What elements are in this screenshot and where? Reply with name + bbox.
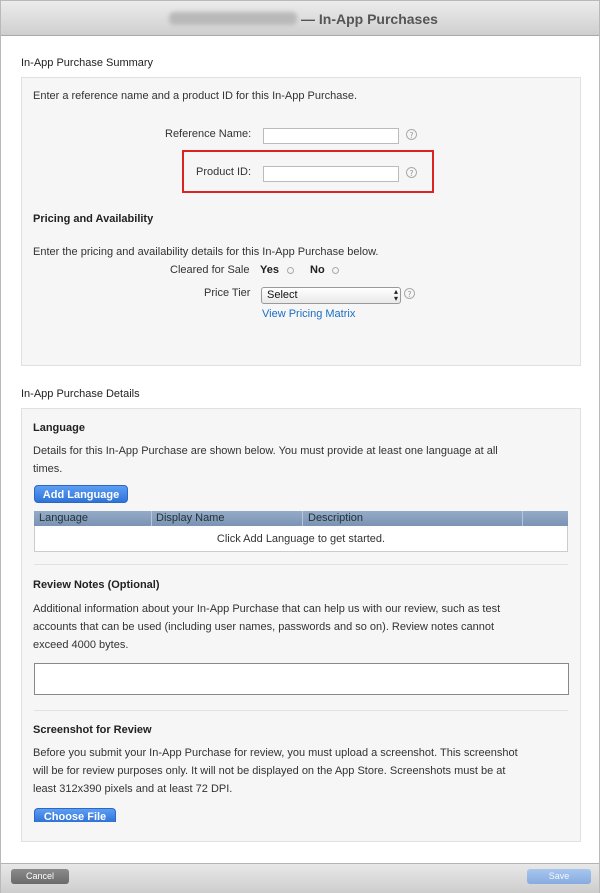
screenshot-line2: will be for review purposes only. It will not be displayed on the App Store. Screenshots must be at [33, 765, 506, 777]
language-heading: Language [33, 422, 85, 434]
save-button[interactable]: Save [527, 869, 591, 884]
column-description[interactable]: Description [308, 512, 364, 524]
select-arrows-icon: ▴ ▾ [393, 287, 398, 303]
language-table-empty-message: Click Add Language to get started. [216, 533, 386, 545]
language-table-header [34, 511, 568, 526]
column-display-name[interactable]: Display Name [156, 512, 225, 524]
reference-name-label: Reference Name: [165, 128, 252, 140]
review-notes-line3: exceed 4000 bytes. [33, 639, 129, 651]
summary-section-label: In-App Purchase Summary [21, 57, 154, 69]
cleared-yes-radio[interactable] [287, 267, 294, 274]
language-table-body [34, 526, 568, 552]
reference-name-help-icon[interactable]: ? [406, 129, 417, 140]
details-section-label: In-App Purchase Details [21, 388, 140, 400]
cleared-for-sale-label: Cleared for Sale [170, 264, 250, 276]
section-divider [34, 710, 568, 711]
view-pricing-matrix-link[interactable]: View Pricing Matrix [262, 308, 356, 320]
choose-file-button[interactable]: Choose File [34, 808, 116, 822]
review-notes-heading: Review Notes (Optional) [33, 579, 160, 591]
pricing-heading: Pricing and Availability [33, 213, 154, 225]
price-tier-help-icon[interactable]: ? [404, 288, 415, 299]
screenshot-line1: Before you submit your In-App Purchase for review, you must upload a screenshot. This screenshot [33, 747, 518, 759]
screenshot-heading: Screenshot for Review [33, 724, 152, 736]
column-language[interactable]: Language [39, 512, 88, 524]
review-notes-textarea[interactable] [34, 663, 569, 695]
column-divider [302, 511, 303, 526]
language-intro-line1: Details for this In-App Purchase are shown below. You must provide at least one language at all [33, 445, 498, 457]
add-language-button[interactable]: Add Language [34, 485, 128, 503]
column-divider [151, 511, 152, 526]
language-intro-line2: times. [33, 463, 63, 475]
screenshot-line3: least 312x390 pixels and at least 72 DPI. [33, 783, 233, 795]
review-notes-line2: accounts that can be used (including user names, passwords and so on). Review notes cannot [33, 621, 495, 633]
summary-intro: Enter a reference name and a product ID for this In-App Purchase. [33, 90, 358, 102]
obscured-app-name [169, 12, 297, 25]
cancel-button[interactable]: Cancel [11, 869, 69, 884]
product-id-label: Product ID: [196, 166, 252, 178]
cleared-no-radio[interactable] [332, 267, 339, 274]
dialog-title: — In-App Purchases [301, 11, 438, 27]
review-notes-line1: Additional information about your In-App Purchase that can help us with our review, such as test [33, 603, 501, 615]
cleared-no-label: No [310, 264, 325, 276]
cleared-yes-label: Yes [260, 264, 279, 276]
reference-name-input[interactable] [263, 128, 399, 144]
dialog-footer [1, 863, 599, 893]
title-bar [1, 1, 599, 36]
pricing-intro: Enter the pricing and availability details for this In-App Purchase below. [33, 246, 379, 258]
product-id-input[interactable] [263, 166, 399, 182]
column-divider [522, 511, 523, 526]
price-tier-selected-value: Select [267, 289, 298, 301]
section-divider [34, 564, 568, 565]
product-id-help-icon[interactable]: ? [406, 167, 417, 178]
price-tier-label: Price Tier [204, 287, 251, 299]
price-tier-select[interactable] [261, 287, 401, 304]
